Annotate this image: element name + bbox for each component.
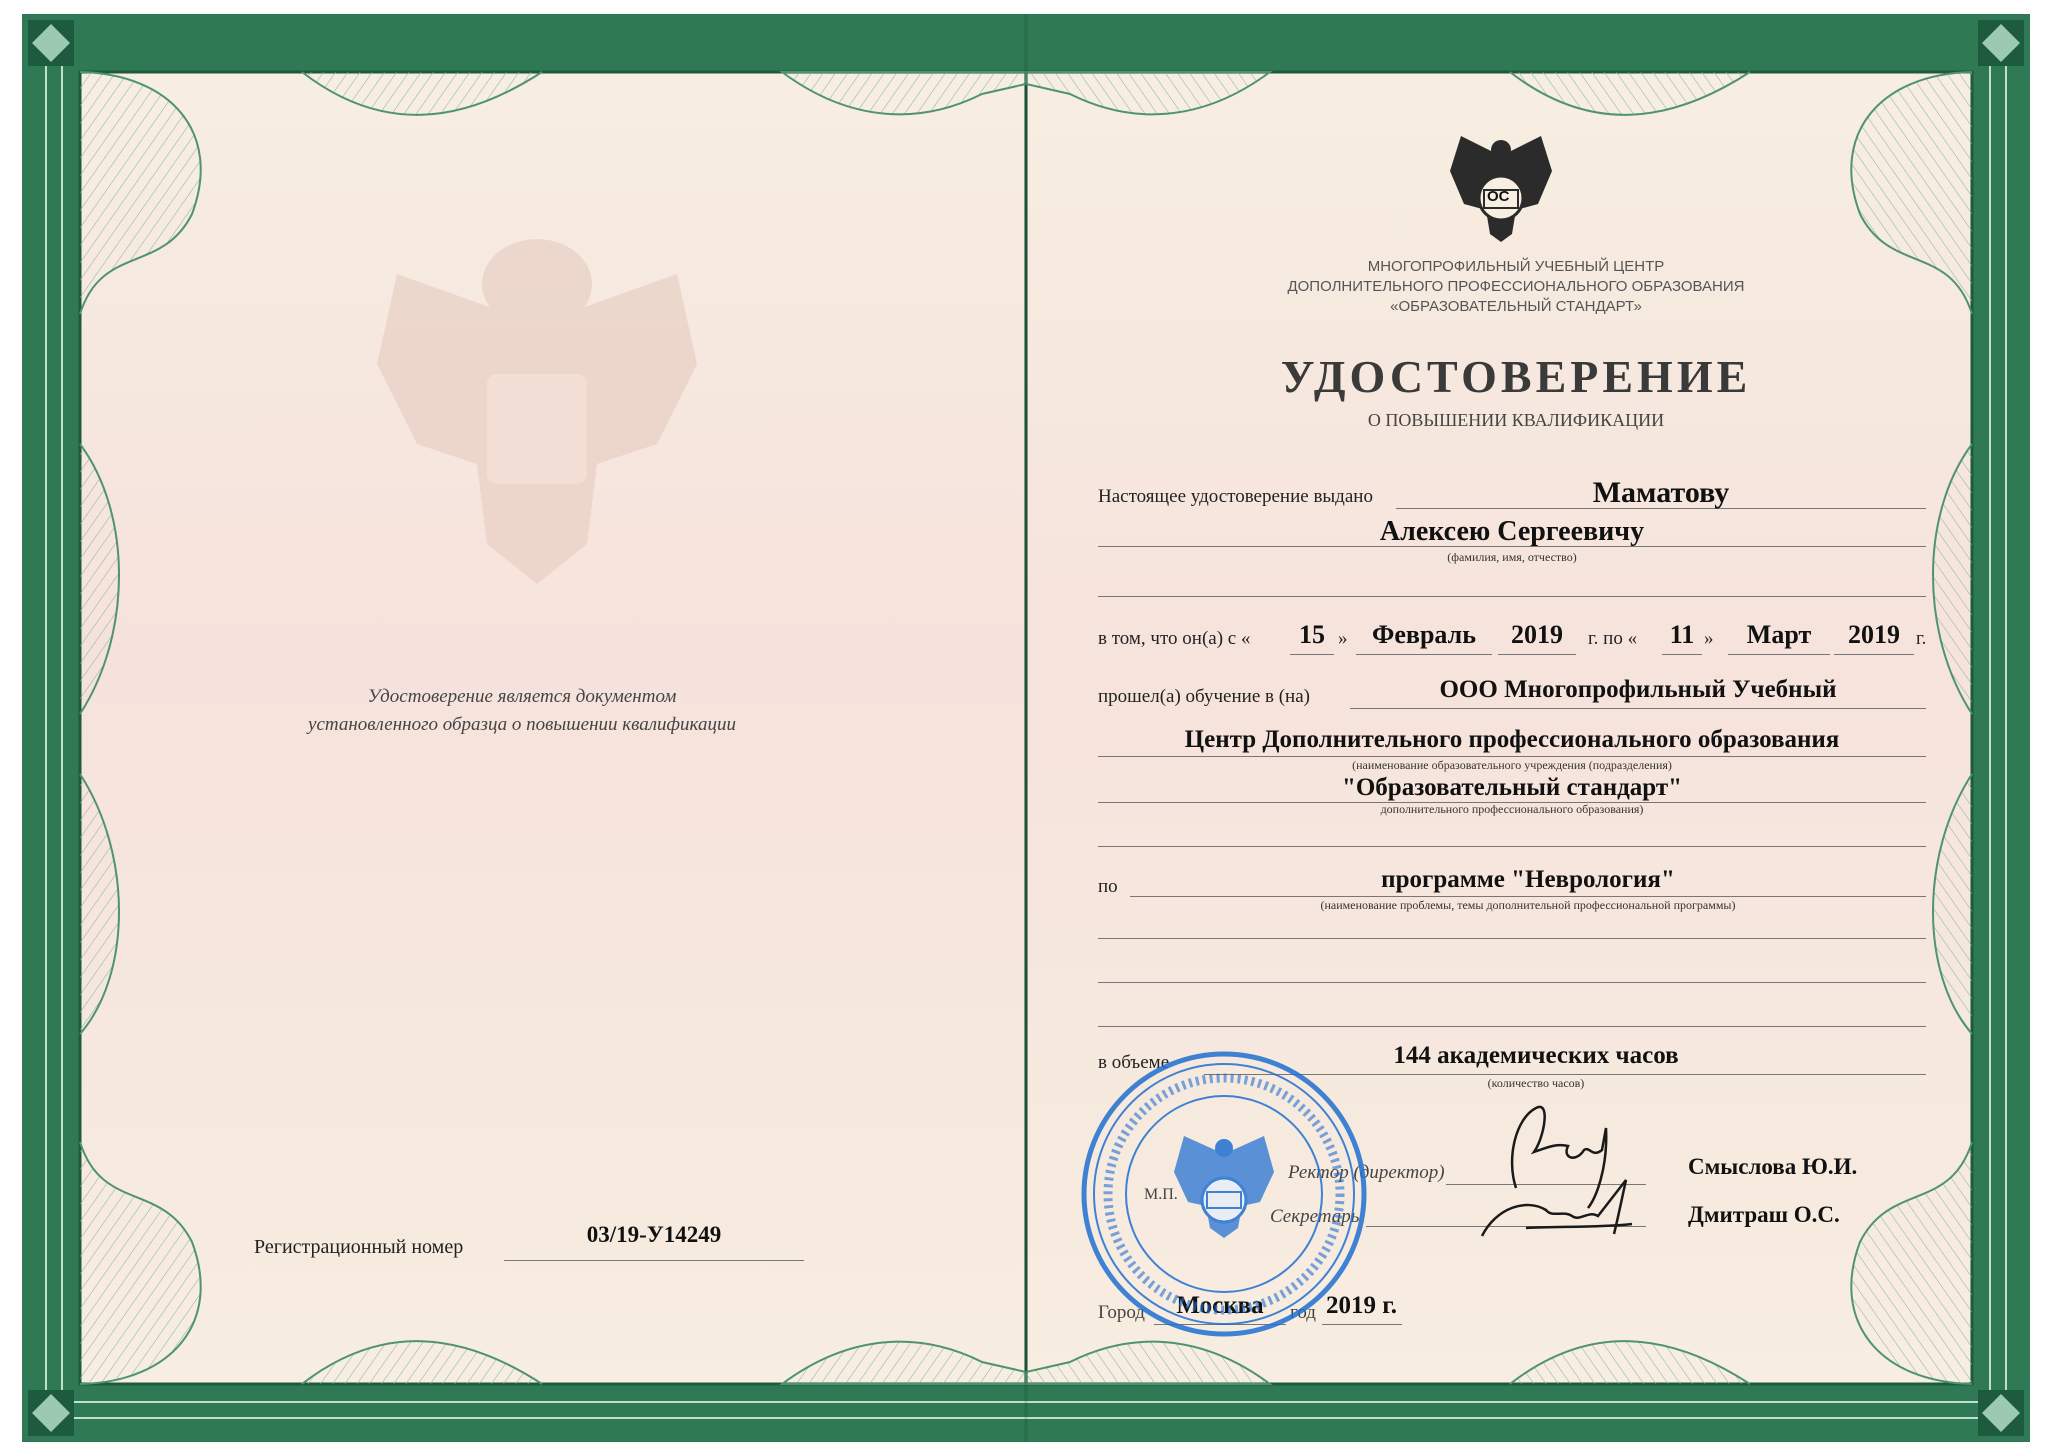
period-mid: г. по « — [1588, 628, 1638, 649]
secretary-label: Секретарь — [1270, 1206, 1360, 1227]
document-subtitle: О ПОВЫШЕНИИ КВАЛИФИКАЦИИ — [1367, 410, 1665, 430]
volume-label: в объеме — [1098, 1052, 1170, 1073]
reg-number-line — [504, 1260, 804, 1261]
institution-line3: "Образовательный стандарт" — [1341, 774, 1683, 801]
org-line1: МНОГОПРОФИЛЬНЫЙ УЧЕБНЫЙ ЦЕНТР — [1367, 258, 1665, 275]
day-from: 15 — [1299, 620, 1325, 649]
name-caption: (фамилия, имя, отчество) — [1447, 550, 1577, 564]
city-label: Город — [1098, 1302, 1145, 1323]
institution-caption: (наименование образовательного учреждения (подразделения) — [1352, 758, 1672, 772]
year-from: 2019 — [1511, 620, 1563, 649]
period-suffix: г. — [1916, 628, 1927, 649]
institution-caption2: дополнительного профессионального образования) — [1380, 802, 1644, 816]
recipient-name-patronymic: Алексею Сергеевичу — [1379, 516, 1645, 547]
logo-text: ОС — [1487, 188, 1510, 205]
eagle-watermark-icon — [357, 214, 717, 594]
hours-value: 144 академических часов — [1393, 1042, 1679, 1069]
issued-label: Настоящее удостоверение выдано — [1098, 486, 1373, 507]
org-line2: ДОПОЛНИТЕЛЬНОГО ПРОФЕССИОНАЛЬНОГО ОБРАЗОВАНИЯ — [1287, 278, 1745, 295]
program-caption: (наименование проблемы, темы дополнительной профессиональной программы) — [1320, 898, 1736, 912]
rector-name: Смыслова Ю.И. — [1688, 1154, 1858, 1179]
reg-number-label: Регистрационный номер — [254, 1236, 464, 1258]
institution-line1: ООО Многопрофильный Учебный — [1439, 676, 1837, 703]
blank-line-1 — [1098, 596, 1926, 597]
round-seal-stamp-icon — [1074, 1044, 1374, 1344]
day-from-line — [1290, 654, 1334, 655]
city-value: Москва — [1176, 1292, 1264, 1319]
program-label: по — [1098, 876, 1118, 897]
month-to-line — [1728, 654, 1830, 655]
year-to: 2019 — [1848, 620, 1900, 649]
org-line3: «ОБРАЗОВАТЕЛЬНЫЙ СТАНДАРТ» — [1390, 298, 1642, 315]
blank-line-4 — [1098, 982, 1926, 983]
institution-line-1 — [1350, 708, 1926, 709]
day-to: 11 — [1669, 620, 1695, 649]
blank-line-3 — [1098, 938, 1926, 939]
program-name: программе "Неврология" — [1381, 866, 1675, 893]
double-headed-eagle-icon — [1446, 126, 1556, 246]
blank-line-5 — [1098, 1026, 1926, 1027]
reg-number-value: 03/19-У14249 — [586, 1222, 722, 1247]
month-from: Февраль — [1372, 620, 1476, 649]
institution-line2: Центр Дополнительного профессионального образования — [1184, 726, 1840, 753]
studied-label: прошел(а) обучение в (на) — [1098, 686, 1310, 707]
period-prefix: в том, что он(а) с « — [1098, 628, 1251, 649]
year-to-line — [1834, 654, 1914, 655]
recipient-surname: Маматову — [1592, 476, 1730, 509]
year-from-line — [1498, 654, 1576, 655]
hours-caption: (количество часов) — [1487, 1076, 1585, 1090]
year-value: 2019 г. — [1326, 1292, 1398, 1319]
left-page — [22, 14, 1026, 1442]
validity-note-line1: Удостоверение является документом — [367, 686, 677, 707]
rector-label: Ректор (директор) — [1288, 1162, 1445, 1183]
validity-note-line2: установленного образца о повышении квалификации — [308, 714, 736, 735]
page-fold — [1024, 14, 1028, 1442]
day-to-close: » — [1704, 628, 1714, 649]
day-from-close: » — [1338, 628, 1348, 649]
institution-line-2 — [1098, 756, 1926, 757]
mp-label: М.П. — [1144, 1186, 1178, 1203]
handwritten-signature-icon — [1456, 1088, 1656, 1248]
day-to-line — [1662, 654, 1702, 655]
right-page — [1026, 14, 2030, 1442]
year-label: год — [1290, 1302, 1316, 1323]
month-to: Март — [1746, 620, 1812, 649]
month-from-line — [1356, 654, 1492, 655]
document-title: УДОСТОВЕРЕНИЕ — [1280, 351, 1752, 402]
certificate — [22, 14, 2030, 1442]
secretary-name: Дмитраш О.С. — [1688, 1202, 1840, 1227]
program-line — [1130, 896, 1926, 897]
blank-line-2 — [1098, 846, 1926, 847]
